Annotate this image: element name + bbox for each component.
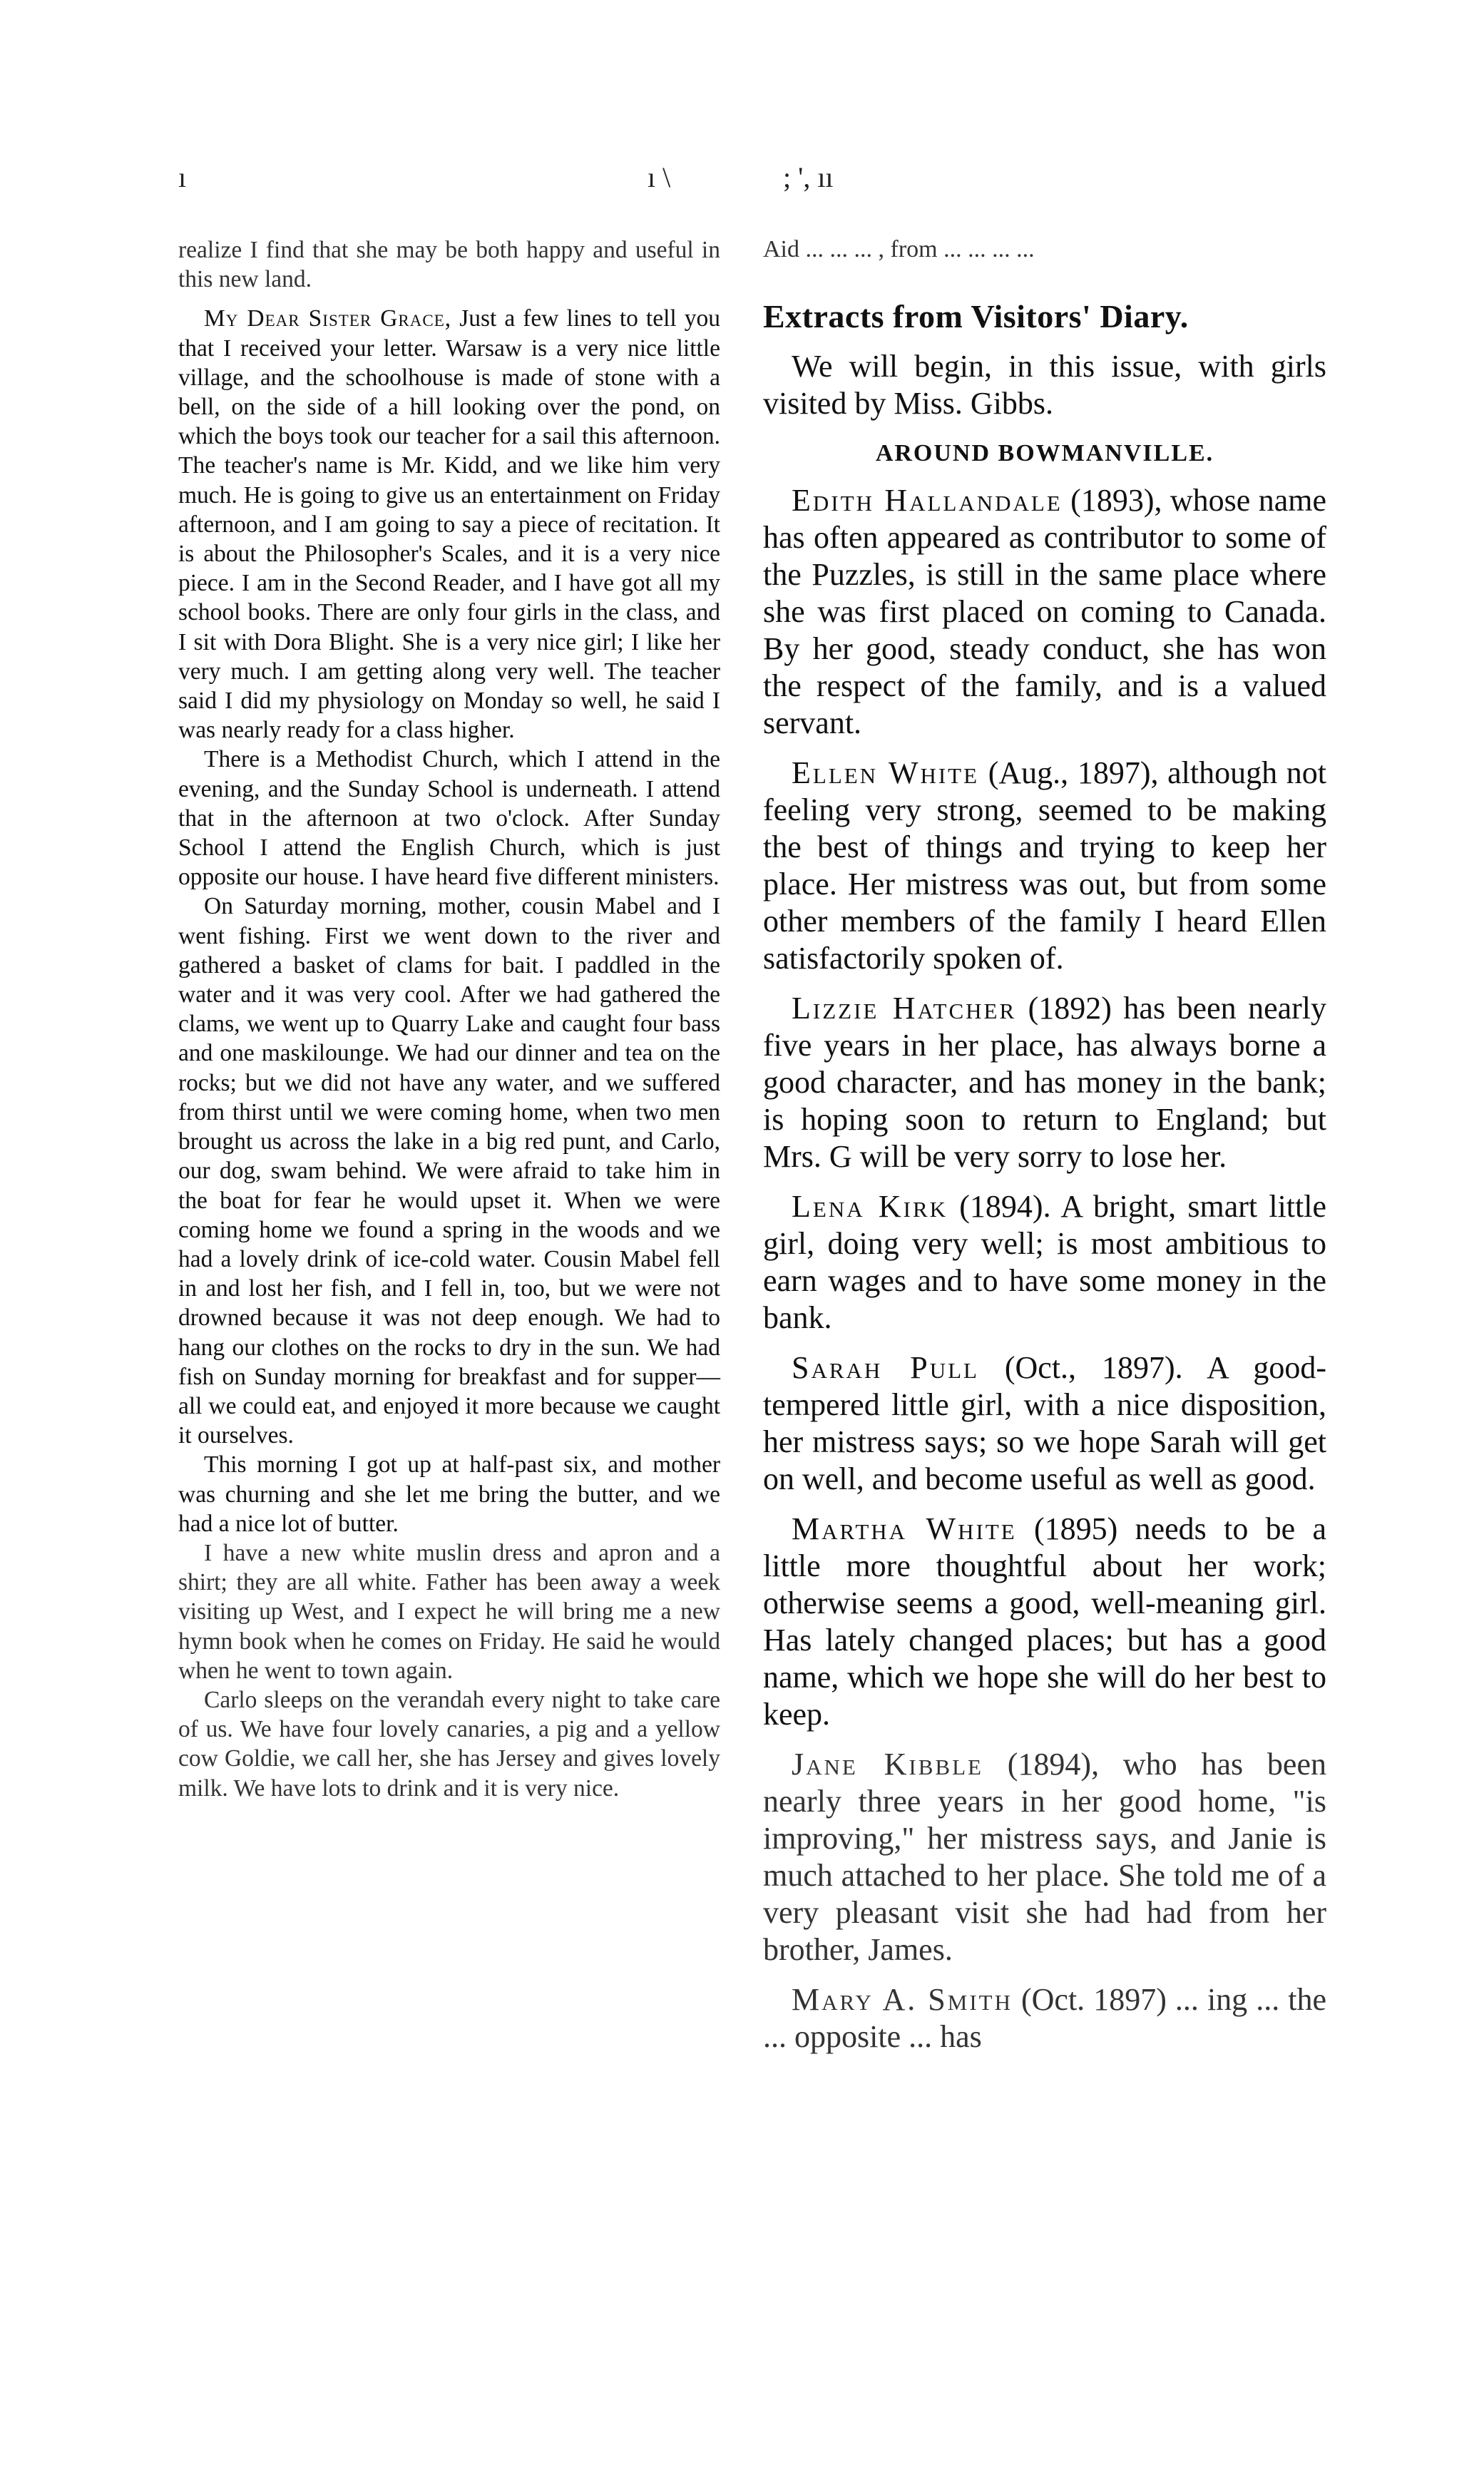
section-intro: We will begin, in this issue, with girls visited by Miss. Gibbs.: [763, 349, 1326, 421]
girl-name: Mary A. Smith: [792, 1982, 1013, 2017]
diary-entry: [763, 755, 1326, 977]
diary-entry: [763, 1746, 1326, 1968]
entry-text: (Oct. 1897) ... ing ... the ... opposite ... has: [763, 1982, 1326, 2054]
header-mark-left: ı: [178, 161, 187, 193]
letter-paragraph: There is a Methodist Church, which I attend in the evening, and the Sunday School is underneath. I attend that in the afternoon at two o'clock. After Sunday School I attend the English Church, which is just opposite our house. I have heard five different ministers.: [178, 746, 720, 891]
girl-name: Lizzie Hatcher: [792, 991, 1017, 1026]
letter-paragraph: [178, 304, 720, 745]
diary-entry: [763, 482, 1326, 742]
letter-salutation: My Dear Sister Grace,: [204, 305, 452, 332]
girl-name: Jane Kibble: [792, 1747, 983, 1782]
letter-paragraph-text: Just a few lines to tell you that I received your letter. Warsaw is a very nice little village, and the schoolhouse is made of stone with a bell, on the side of a hill looking over the pond, on which the boys took our teacher for a sail this afternoon. The teacher's name is Mr. Kidd, and we like him very much. He is going to give us an entertainment on Friday afternoon, and I am going to say a piece of recitation. It is about the Philosopher's Scales, and it is a very nice piece. I am in the Second Reader, and I have got all my school books. There are only four girls in the class, and I sit with Dora Blight. She is a very nice girl; I like her very much. I am getting along very well. The teacher said I did my physiology on Monday so well, he said I was nearly ready for a class higher.: [178, 305, 720, 744]
section-title: Extracts from Visitors' Diary.: [763, 298, 1189, 334]
letter-paragraph: On Saturday morning, mother, cousin Mabel and I went fishing. First we went down to the river and gathered a basket of clams for bait. I paddled in the water and it was very cool. After we had gathered the clams, we went up to Quarry Lake and caught four bass and one maskilounge. We had our dinner and tea on the rocks; but we did not have any water, and we suffered from thirst until we were coming home, when two men brought us across the lake in a big red punt, and Carlo, our dog, swam behind. We were afraid to take him in the boat for fear he would upset it. When we were coming home we found a spring in the woods and we had a lovely drink of ice-cold water. Cousin Mabel fell in and lost her fish, and I fell in, too, but we were not drowned because it was not deep enough. We had to hang our clothes on the rocks to dry in the sun. We had fish on Sunday morning for breakfast and for supper—all we could eat, and enjoyed it more because we caught it ourselves.: [178, 893, 720, 1449]
header-mark-right: ; ', ıı: [783, 161, 834, 193]
girl-name: Lena Kirk: [792, 1189, 948, 1224]
section-subheading: AROUND BOWMANVILLE.: [875, 440, 1214, 466]
girl-name: Ellen White: [792, 755, 980, 790]
letter-paragraph: I have a new white muslin dress and apron and a shirt; they are all white. Father has been away a week visiting up West, and I expect he will bring me a new hymn book when he comes on Friday. He said he would when he went to town again.: [178, 1539, 720, 1684]
diary-entry: [763, 1188, 1326, 1337]
girl-name: Sarah Pull: [792, 1350, 979, 1385]
entry-text: (Oct., 1897). A good-tempered little girl, with a nice disposition, her mistress says; so we hope Sarah will get on well, and become useful as well as good.: [763, 1350, 1326, 1496]
page-header: [0, 160, 1484, 203]
letter-paragraph: This morning I got up at half-past six, and mother was churning and she let me bring the butter, and we had a nice lot of butter.: [178, 1451, 720, 1537]
entry-text: (1892) has been nearly five years in her place, has always borne a good character, and has money in the bank; is hoping soon to return to England; but Mrs. G will be very sorry to lose her.: [763, 991, 1327, 1174]
entry-text: (1895) needs to be a little more thoughtful about her work; otherwise seems a good, well-meaning girl. Has lately changed places; but has a good name, which we hope she will do her best to keep.: [763, 1511, 1326, 1732]
entry-text: (Aug., 1897), although not feeling very strong, seemed to be making the best of things and trying to keep her place. Her mistress was out, but from some other members of the family I heard Ellen satisfactorily spoken of.: [763, 755, 1326, 976]
letter-top-fragment: realize I find that she may be both happy and useful in this new land.: [178, 237, 720, 293]
diary-entry: [763, 990, 1326, 1175]
diary-entry: [763, 1349, 1326, 1498]
header-mark-center: ı \: [648, 161, 671, 193]
right-column: [763, 235, 1326, 2068]
right-top-fragment: Aid ... ... ... , from ... ... ... ...: [763, 236, 1035, 262]
entry-text: (1893), whose name has often appeared as contributor to some of the Puzzles, is still in the same place where she was first placed on coming to Canada. By her good, steady conduct, she has won the respect of the family, and is a valued servant.: [763, 483, 1327, 740]
diary-entry: [763, 1511, 1326, 1733]
girl-name: Edith Hallandale: [792, 483, 1063, 518]
entry-text: (1894). A bright, smart little girl, doing very well; is most ambitious to earn wages and to have some money in the bank.: [763, 1189, 1327, 1335]
entry-text: (1894), who has been nearly three years in her good home, "is improving," her mistress says, and Janie is much attached to her place. She told me of a very pleasant visit she had had from her brother, James.: [763, 1747, 1326, 1967]
diary-entry: [763, 1981, 1326, 2055]
left-column: [178, 235, 720, 1803]
letter-paragraph: Carlo sleeps on the verandah every night to take care of us. We have four lovely canaries, a pig and a yellow cow Goldie, we call her, she has Jersey and gives lovely milk. We have lots to drink and it is very nice.: [178, 1686, 720, 1802]
girl-name: Martha White: [792, 1511, 1017, 1546]
